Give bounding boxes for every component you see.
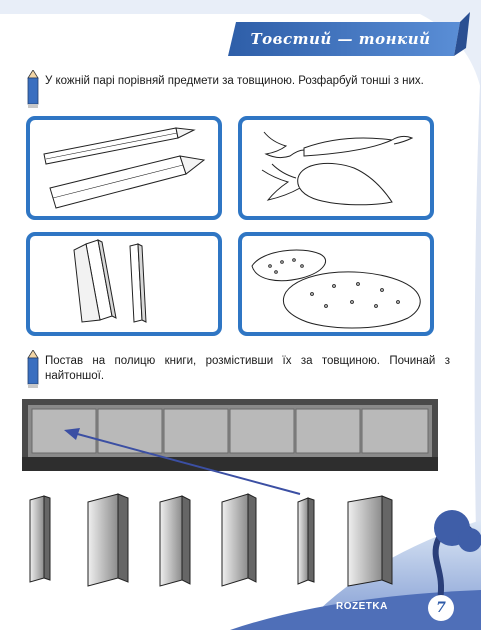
page-title: Товстий — тонкий	[250, 30, 431, 48]
task-2-instruction: Постав на полицю книги, розмістивши їх за товщиною. Починай з найтоншої.	[45, 355, 450, 382]
panel-cucumbers	[238, 232, 434, 336]
book-2	[88, 494, 128, 586]
panel-bars	[26, 232, 222, 336]
carrot-drawing	[264, 132, 412, 158]
task-1-instruction: У кожній парі порівняй предмети за товщиною. Розфарбуй тонші з них.	[45, 75, 424, 87]
page-number: 7	[428, 595, 454, 621]
thick-pencil-drawing	[50, 156, 204, 208]
panel-pencils	[26, 116, 222, 220]
thick-bar-drawing	[74, 240, 116, 322]
book-5	[298, 498, 314, 584]
radish-drawing	[262, 163, 392, 204]
book-4	[222, 494, 256, 586]
books-row	[0, 488, 481, 588]
book-6	[348, 496, 392, 586]
thin-bar-drawing	[130, 244, 146, 322]
book-1	[30, 496, 50, 582]
large-cucumber-drawing	[283, 272, 420, 328]
book-3	[160, 496, 190, 586]
panel-carrots	[238, 116, 434, 220]
rozetka-logo: ROZETKA	[336, 601, 388, 612]
pencil-icon	[26, 350, 40, 388]
pencil-icon	[26, 70, 40, 108]
